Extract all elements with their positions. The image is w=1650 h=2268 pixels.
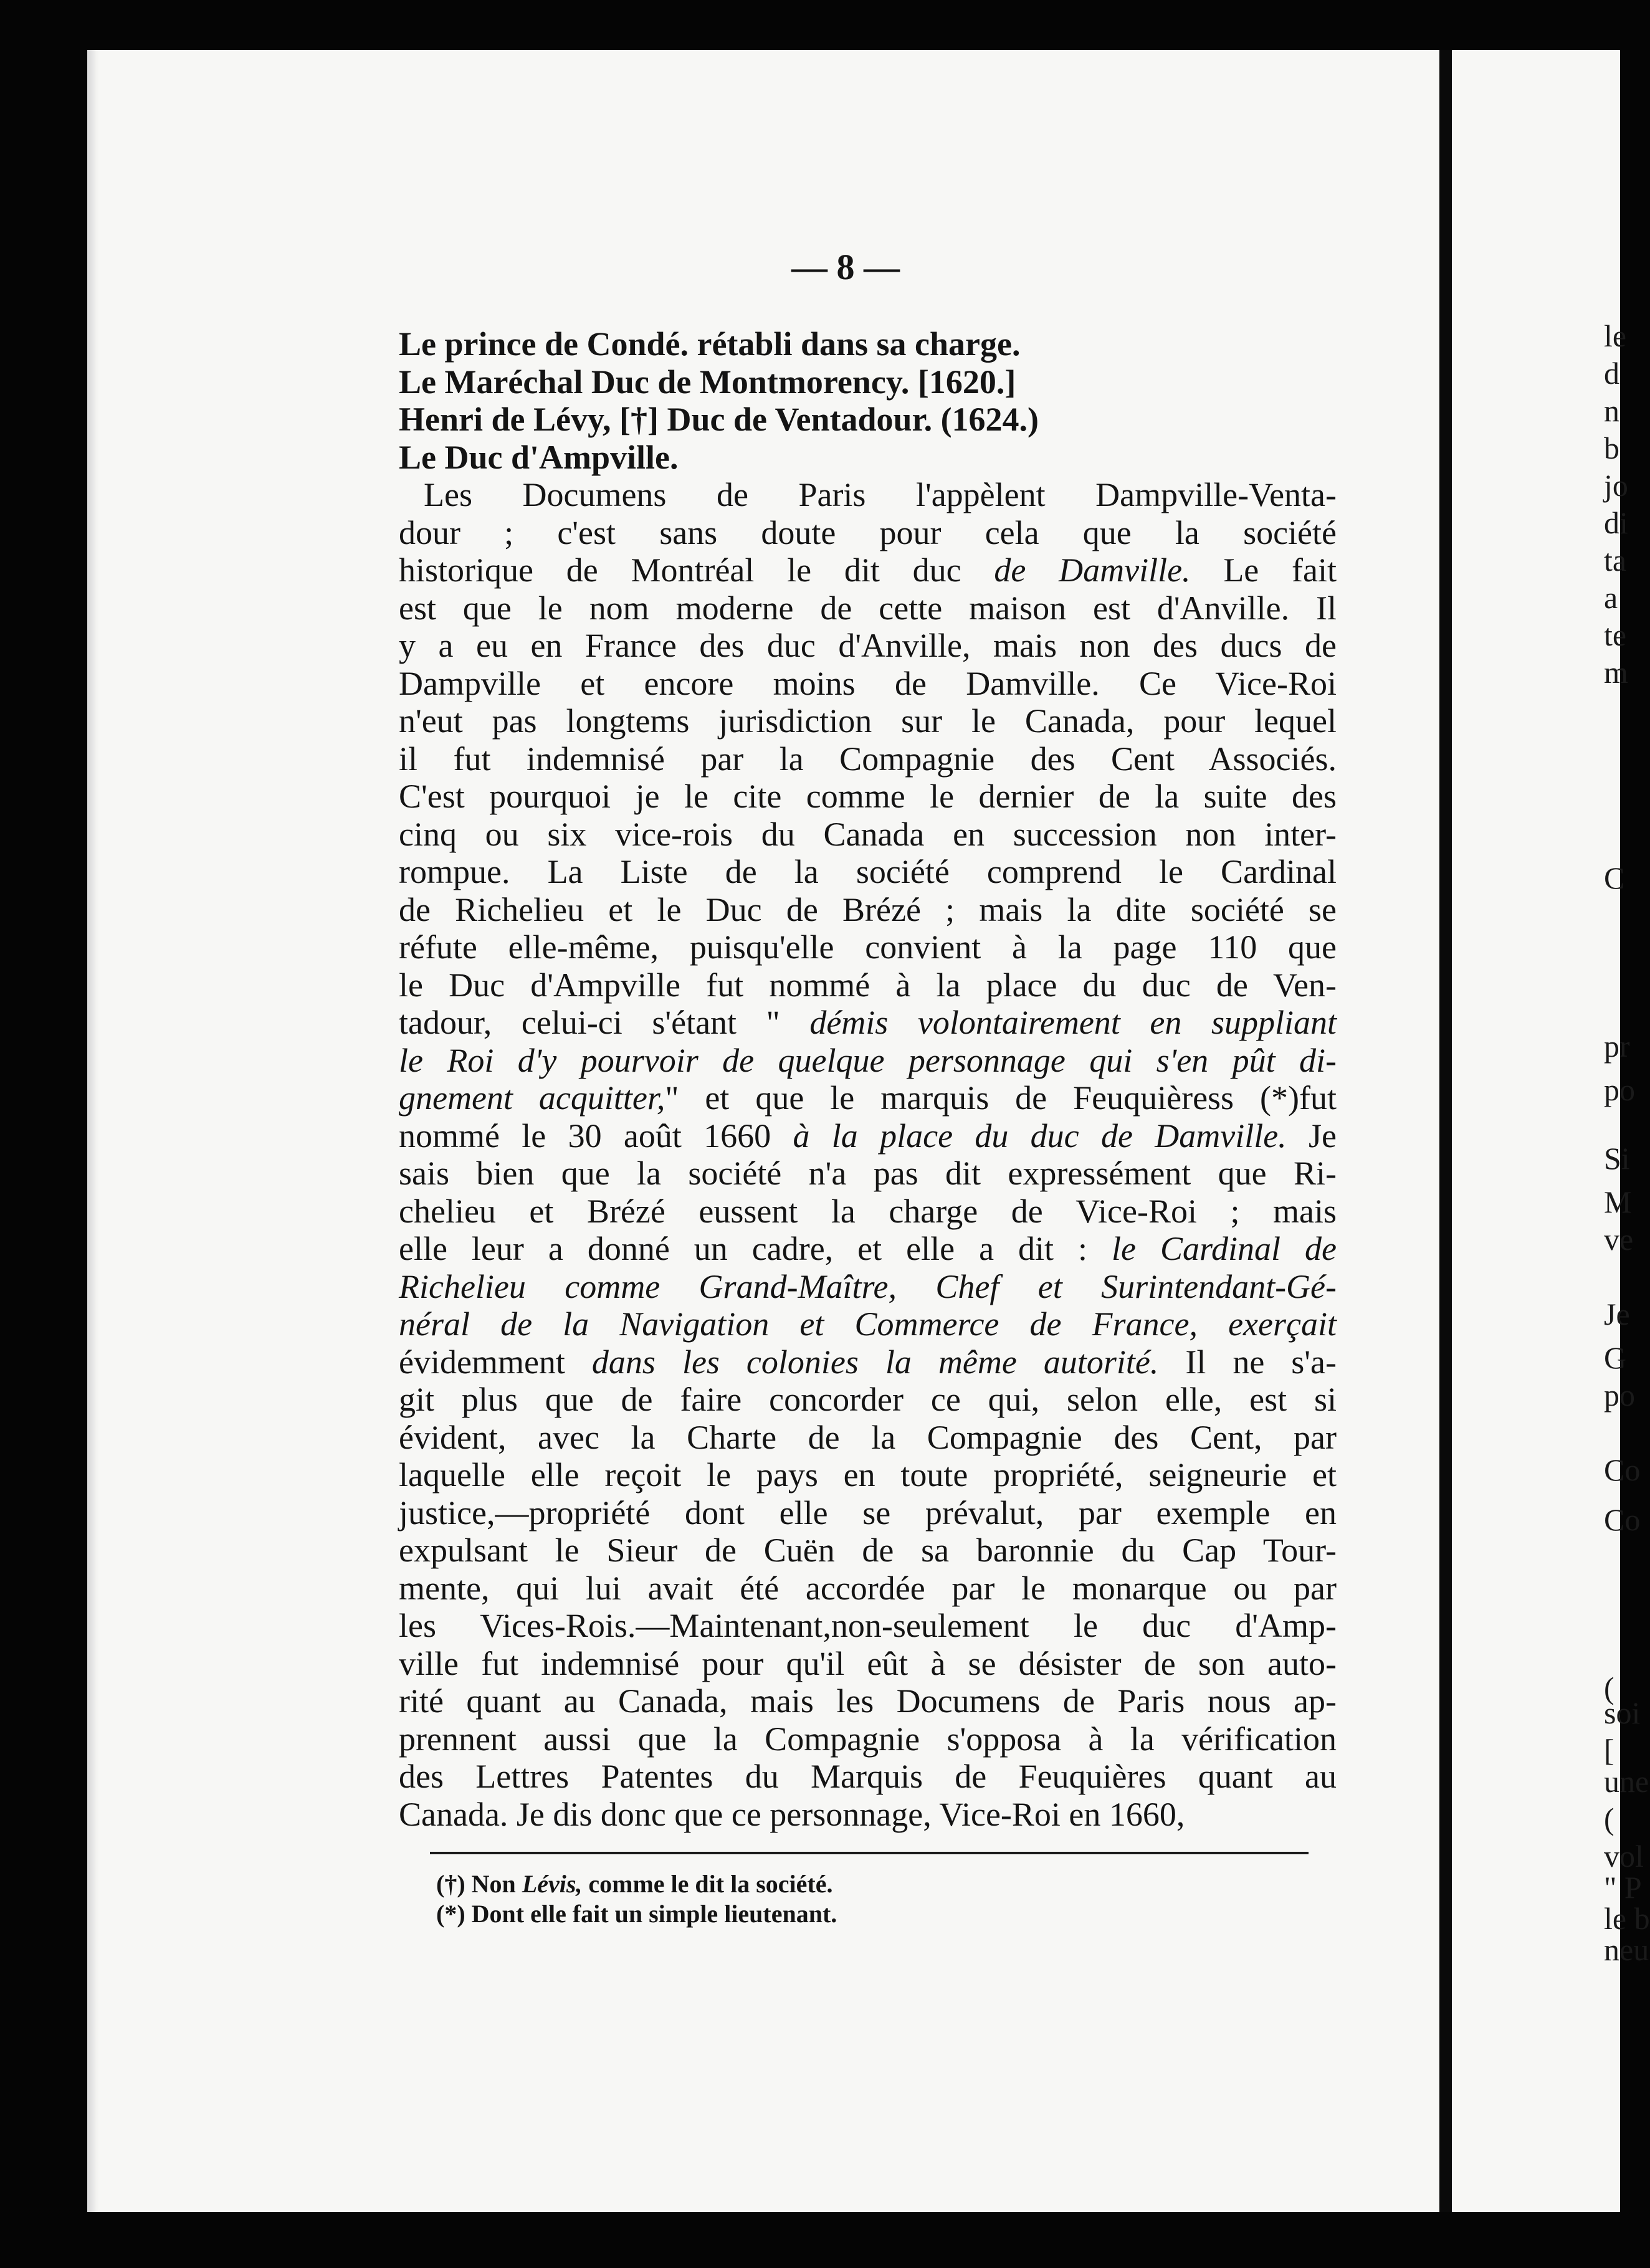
text-line: cinq ou six vice-rois du Canada en succession non inter- <box>399 815 1337 853</box>
facing-page-fragment: C <box>1604 860 1625 895</box>
facing-page-fragment: une <box>1604 1764 1649 1799</box>
body-text <box>399 325 1337 1833</box>
facing-page-fragment: pr <box>1604 1029 1630 1064</box>
text-line: laquelle elle reçoit le pays en toute propriété, seigneurie et <box>399 1456 1337 1494</box>
text-line: prennent aussi que la Compagnie s'opposa à la vérification <box>399 1720 1337 1758</box>
facing-page-fragment: soi <box>1604 1695 1641 1730</box>
text-line: n'eut pas longtems jurisdiction sur le Canada, pour lequel <box>399 702 1337 740</box>
text-line: y a eu en France des duc d'Anville, mais non des ducs de <box>399 627 1337 664</box>
facing-page-fragment: neu <box>1604 1932 1649 1967</box>
text-line: gnement acquitter," et que le marquis de Feuquièress (*)fut <box>399 1079 1337 1117</box>
text-line: tadour, celui-ci s'étant " démis volontairement en suppliant <box>399 1004 1337 1041</box>
text-line: est que le nom moderne de cette maison est d'Anville. Il <box>399 589 1337 627</box>
text-line: Le Maréchal Duc de Montmorency. [1620.] <box>399 363 1016 401</box>
facing-page-fragment: G <box>1604 1340 1627 1375</box>
facing-page-fragment: [ <box>1604 1733 1614 1768</box>
facing-page-fragment: di <box>1604 505 1628 540</box>
facing-page-fragment: po <box>1604 1378 1635 1413</box>
text-line: Canada. Je dis donc que ce personnage, Vice-Roi en 1660, <box>399 1795 1185 1833</box>
facing-page-fragment: " P <box>1604 1870 1642 1905</box>
text-line: évident, avec la Charte de la Compagnie des Cent, par <box>399 1418 1337 1456</box>
text-line: le Roi d'y pourvoir de quelque personnage qui s'en pût di- <box>399 1041 1337 1079</box>
page-gutter <box>1439 50 1452 2212</box>
footnotes <box>436 1869 1184 1929</box>
text-line: justice,—propriété dont elle se prévalut, par exemple en <box>399 1494 1337 1532</box>
facing-page <box>1452 50 1620 2212</box>
facing-page-fragment: d <box>1604 356 1619 391</box>
text-line: Richelieu comme Grand-Maître, Chef et Surintendant-Gé- <box>399 1267 1337 1305</box>
text-line: de Richelieu et le Duc de Brézé ; mais la dite société se <box>399 890 1337 928</box>
text-line: sais bien que la société n'a pas dit expressément que Ri- <box>399 1155 1337 1192</box>
facing-page-fragment: le <box>1604 318 1627 353</box>
text-line: réfute elle-même, puisqu'elle convient à la page 110 que <box>399 928 1337 966</box>
text-line: dour ; c'est sans doute pour cela que la société <box>399 513 1337 551</box>
text-line: chelieu et Brézé eussent la charge de Vice-Roi ; mais <box>399 1192 1337 1230</box>
facing-page-fragment: Co <box>1604 1502 1641 1537</box>
facing-page-fragment: b <box>1604 431 1619 465</box>
text-line: git plus que de faire concorder ce qui, selon elle, est si <box>399 1381 1337 1418</box>
text-line: le Duc d'Ampville fut nommé à la place du duc de Ven- <box>399 966 1337 1004</box>
facing-page-fragment: ( <box>1604 1670 1614 1705</box>
text-line: C'est pourquoi je le cite comme le dernier de la suite des <box>399 778 1337 815</box>
facing-page-fragment: a <box>1604 580 1618 615</box>
text-line: il fut indemnisé par la Compagnie des Cent Associés. <box>399 740 1337 778</box>
facing-page-fragment: Je <box>1604 1297 1630 1332</box>
text-line: néral de la Navigation et Commerce de France, exerçait <box>399 1305 1337 1343</box>
facing-page-fragment: te <box>1604 617 1627 652</box>
footnote: (*) Dont elle fait un simple lieutenant. <box>436 1900 837 1928</box>
text-line: Le prince de Condé. rétabli dans sa charge. <box>399 325 1021 363</box>
text-line: des Lettres Patentes du Marquis de Feuquières quant au <box>399 1758 1337 1795</box>
facing-page-fragment: n <box>1604 393 1619 428</box>
text-line: Les Documens de Paris l'appèlent Dampville-Venta- <box>424 476 1337 513</box>
facing-page-fragment: ve <box>1604 1222 1634 1257</box>
facing-page-fragment: Co <box>1604 1452 1641 1487</box>
facing-page-fragment: ( <box>1604 1801 1614 1836</box>
footnote: (†) Non Lévis, comme le dit la société. <box>436 1870 833 1898</box>
facing-page-fragment: ta <box>1604 543 1627 578</box>
text-line: rité quant au Canada, mais les Documens de Paris nous ap- <box>399 1682 1337 1720</box>
text-line: Dampville et encore moins de Damville. Ce Vice-Roi <box>399 664 1337 702</box>
text-line: Le Duc d'Ampville. <box>399 438 679 476</box>
facing-page-fragment: m <box>1604 655 1628 690</box>
text-line: nommé le 30 août 1660 à la place du duc de Damville. Je <box>399 1117 1337 1155</box>
facing-page-fragment: M <box>1604 1184 1632 1219</box>
text-line: ville fut indemnisé pour qu'il eût à se désister de son auto- <box>399 1644 1337 1682</box>
facing-page-fragment: le b <box>1604 1901 1650 1936</box>
text-line: elle leur a donné un cadre, et elle a dit : le Cardinal de <box>399 1230 1337 1267</box>
text-line: historique de Montréal le dit duc de Damville. Le fait <box>399 551 1337 589</box>
facing-page-fragment: Si <box>1604 1141 1630 1176</box>
facing-page-fragment: vol <box>1604 1839 1644 1874</box>
text-line: expulsant le Sieur de Cuën de sa baronnie du Cap Tour- <box>399 1532 1337 1569</box>
text-line: les Vices-Rois.—Maintenant,non-seulement le duc d'Amp- <box>399 1607 1337 1644</box>
facing-page-fragment: jo <box>1604 468 1628 503</box>
text-line: rompue. La Liste de la société comprend le Cardinal <box>399 853 1337 890</box>
footnote-rule <box>430 1852 1309 1854</box>
text-line: Henri de Lévy, [†] Duc de Ventadour. (1624.) <box>399 401 1039 438</box>
page-number: — 8 — <box>791 247 900 287</box>
text-line: évidemment dans les colonies la même autorité. Il ne s'a- <box>399 1343 1337 1381</box>
facing-page-fragment: po <box>1604 1072 1635 1107</box>
text-line: mente, qui lui avait été accordée par le monarque ou par <box>399 1569 1337 1607</box>
